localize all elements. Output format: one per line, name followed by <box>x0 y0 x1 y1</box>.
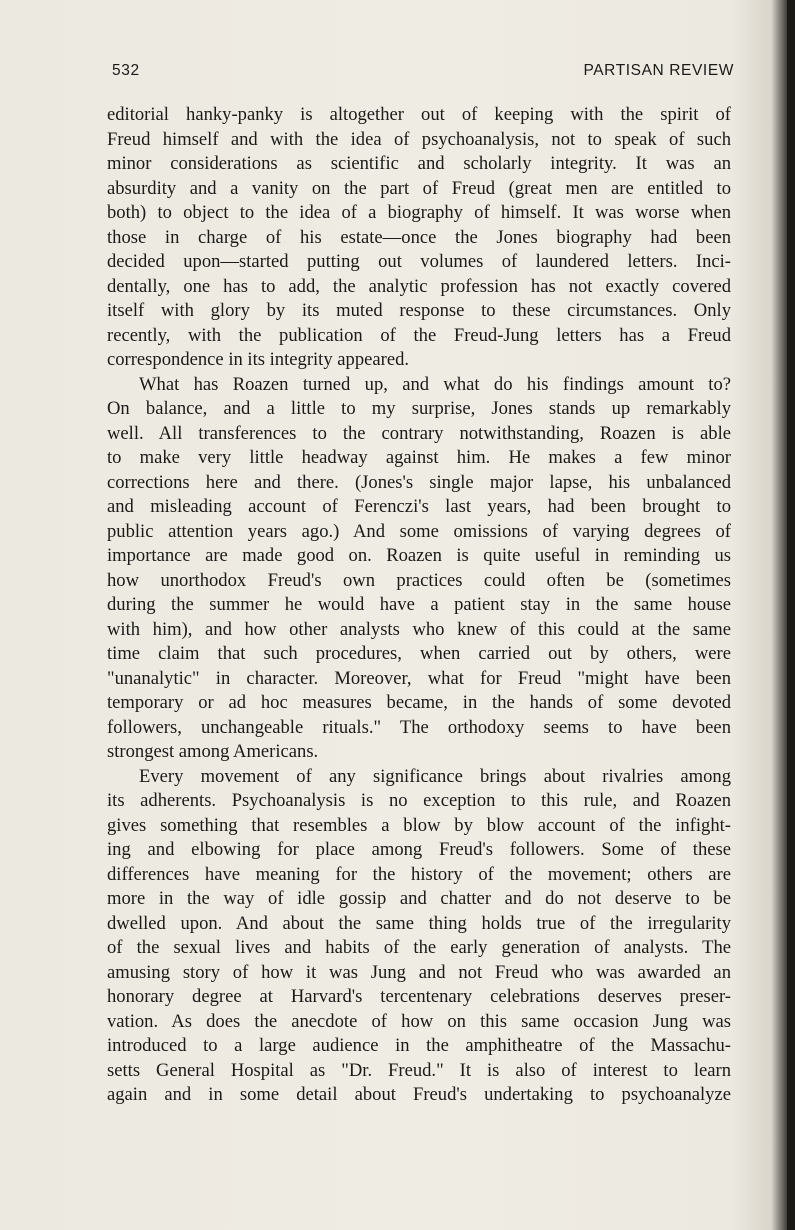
text-line: with him), and how other analysts who knew of this could at the same <box>107 618 731 640</box>
paragraph <box>107 103 731 373</box>
text-line: Freud himself and with the idea of psychoanalysis, not to speak of such <box>107 128 731 150</box>
text-line: more in the way of idle gossip and chatter and do not deserve to be <box>107 888 731 909</box>
text-line: time claim that such procedures, when carried out by others, were <box>107 643 731 664</box>
text-line: importance are made good on. Roazen is quite useful in reminding us <box>107 545 731 566</box>
text-line: setts General Hospital as "Dr. Freud." It is also of interest to learn <box>107 1059 731 1081</box>
text-line: its adherents. Psychoanalysis is no exception to this rule, and Roazen <box>107 790 731 811</box>
text-line: decided upon—started putting out volumes of laundered letters. Inci- <box>107 251 731 272</box>
text-line: public attention years ago.) And some omissions of varying degrees of <box>107 520 731 542</box>
running-head: PARTISAN REVIEW <box>583 62 734 79</box>
text-line: honorary degree at Harvard's tercentenary celebrations deserves preser- <box>107 986 731 1007</box>
text-line: dentally, one has to add, the analytic profession has not exactly covered <box>107 275 731 297</box>
text-line: editorial hanky-panky is altogether out of keeping with the spirit of <box>107 104 731 125</box>
text-line: corrections here and there. (Jones's single major lapse, his unbalanced <box>107 471 731 493</box>
text-line: during the summer he would have a patient stay in the same house <box>107 594 731 615</box>
text-line: followers, unchangeable rituals." The orthodoxy seems to have been <box>107 716 731 738</box>
text-line: itself with glory by its muted response to these circumstances. Only <box>107 300 731 321</box>
paragraph <box>107 765 731 1108</box>
text-line: both) to object to the idea of a biography of himself. It was worse when <box>107 202 731 223</box>
text-line: absurdity and a vanity on the part of Freud (great men are entitled to <box>107 177 731 199</box>
text-line: correspondence in its integrity appeared. <box>107 349 410 370</box>
text-line: temporary or ad hoc measures became, in the hands of some devoted <box>107 692 731 713</box>
text-line: vation. As does the anecdote of how on this same occasion Jung was <box>107 1010 731 1032</box>
text-line: gives something that resembles a blow by blow account of the infight- <box>107 814 731 836</box>
text-line: amusing story of how it was Jung and not Freud who was awarded an <box>107 961 731 983</box>
text-line: recently, with the publication of the Freud-Jung letters has a Freud <box>107 324 731 346</box>
text-line: On balance, and a little to my surprise, Jones stands up remarkably <box>107 398 731 419</box>
text-line: those in charge of his estate—once the Jones biography had been <box>107 226 731 248</box>
text-line: strongest among Americans. <box>107 741 319 762</box>
page-header <box>112 62 734 84</box>
paragraph <box>107 373 731 765</box>
text-line: well. All transferences to the contrary notwithstanding, Roazen is able <box>107 422 731 444</box>
body-text <box>107 103 731 1108</box>
text-line: to make very little headway against him. He makes a few minor <box>107 447 731 468</box>
text-line: What has Roazen turned up, and what do his findings amount to? <box>139 373 731 395</box>
text-line: how unorthodox Freud's own practices could often be (sometimes <box>107 569 731 591</box>
text-line: minor considerations as scientific and scholarly integrity. It was an <box>107 153 731 174</box>
text-line: and misleading account of Ferenczi's last years, had been brought to <box>107 496 731 517</box>
page-number: 532 <box>112 62 140 79</box>
page-edge <box>787 0 795 1230</box>
text-line: of the sexual lives and habits of the early generation of analysts. The <box>107 937 731 958</box>
text-line: dwelled upon. And about the same thing holds true of the irregularity <box>107 912 731 934</box>
text-line: introduced to a large audience in the amphitheatre of the Massachu- <box>107 1035 731 1056</box>
text-line: ing and elbowing for place among Freud's followers. Some of these <box>107 839 731 860</box>
text-line: "unanalytic" in character. Moreover, what for Freud "might have been <box>107 667 731 689</box>
text-line: differences have meaning for the history of the movement; others are <box>107 863 731 885</box>
text-line: again and in some detail about Freud's undertaking to psychoanalyze <box>107 1084 731 1105</box>
text-line: Every movement of any significance brings about rivalries among <box>139 765 731 787</box>
